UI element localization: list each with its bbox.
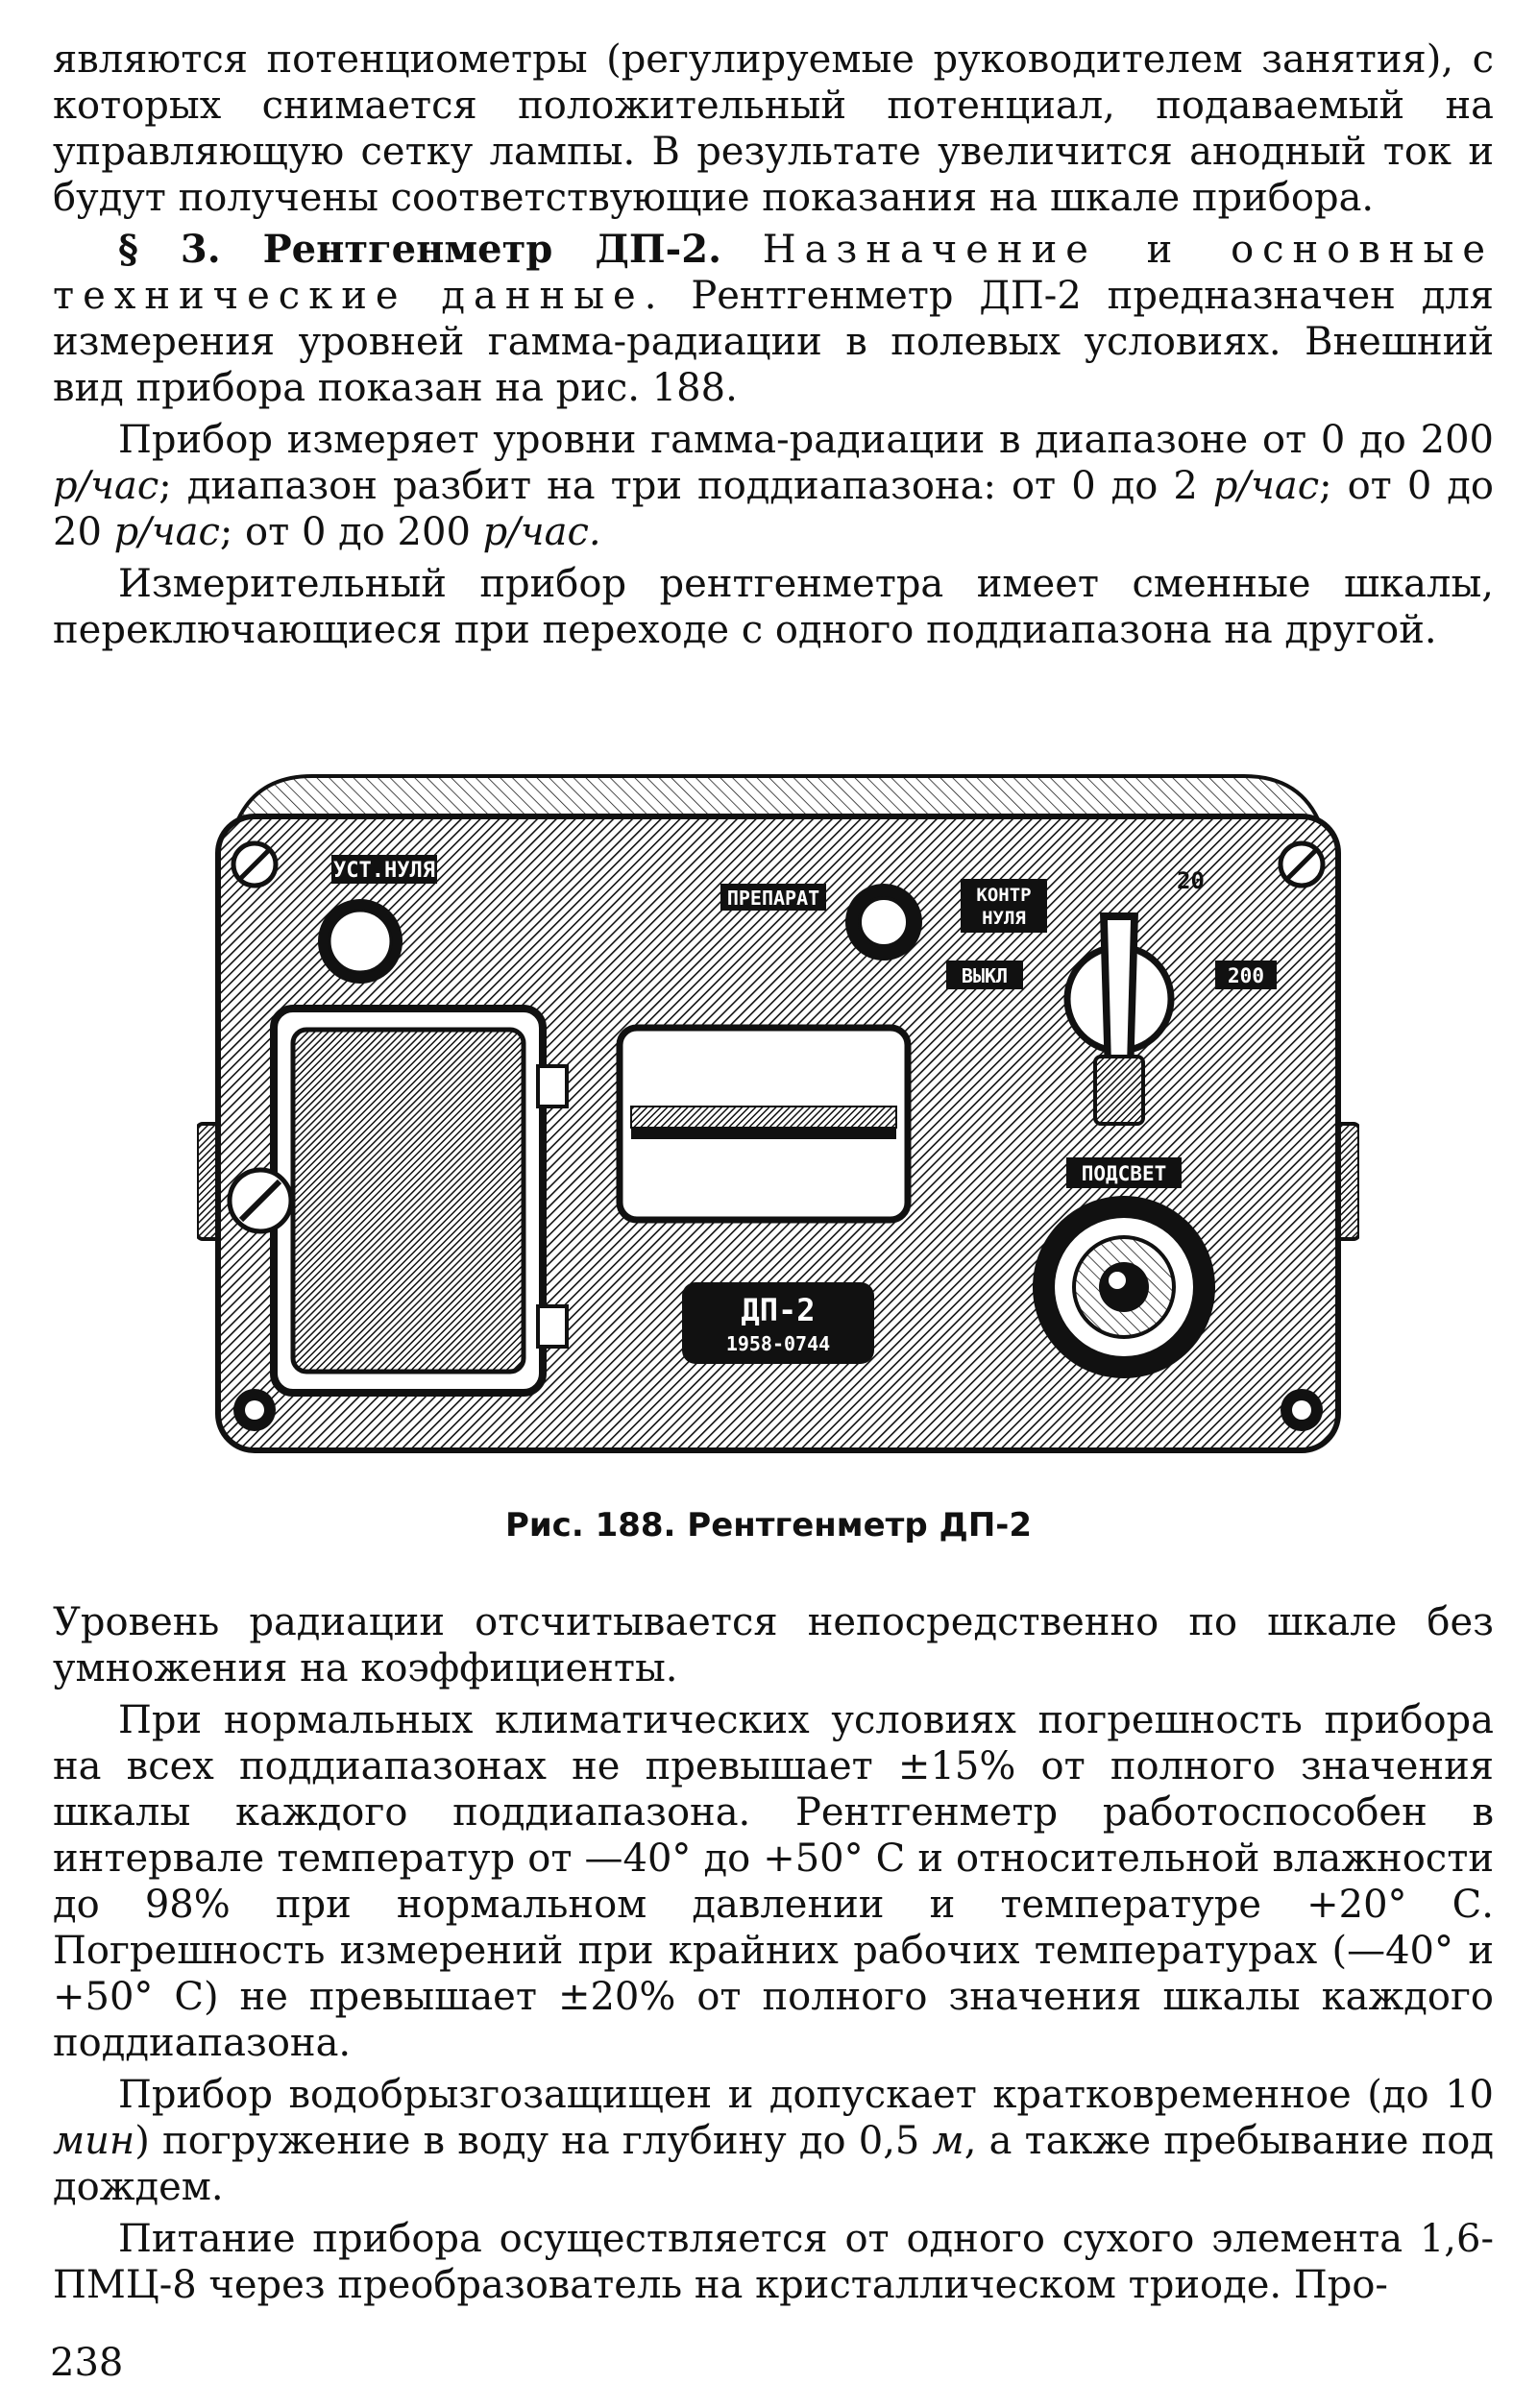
range-text-4: ; от 0 до 200 bbox=[219, 510, 471, 554]
paragraph-error: При нормальных климатических условиях погрешность прибора на всех поддиапазонах не превышает ±15% от полного значения шкалы каждого поддиапазона. Рентгенметр работоспособен в интервале температур от —40° до +50° С и относительной влажности до 98% при нормальном давлении и температуре +20° С. Погрешность измерений при крайних рабочих температурах (—40° и +50° С) не превышает ±20% от полного значения шкалы каждого поддиапазона. bbox=[53, 1698, 1494, 2065]
water-text-2: ) погружение в воду на глубину до 0,5 bbox=[134, 2119, 920, 2163]
page-number: 238 bbox=[50, 2341, 124, 2385]
range-unit-3: р/час bbox=[113, 510, 220, 554]
range-unit-1: р/час bbox=[53, 464, 159, 508]
range-20-label: 20 bbox=[1177, 867, 1205, 894]
paragraph-continuation: являются потенциометры (регулируемые руководителем занятия), с которых снимается положительный потенциал, подаваемый на управляющую сетку лампы. В результате увеличится анодный ток и будут получены соответствующие показания на шкале прибора. bbox=[53, 37, 1494, 220]
paragraph-water bbox=[53, 2072, 1494, 2210]
backlight-label: ПОДСВЕТ bbox=[1081, 1162, 1167, 1185]
lower-text bbox=[53, 1599, 1494, 2308]
section-intro-text: Рентгенметр ДП-2 предназначен для измерения уровней гамма-радиации в полевых условиях. Внешний вид прибора показан на рис. 188. bbox=[53, 274, 1494, 410]
dp2-device-illustration bbox=[197, 768, 1359, 1460]
zero-check-label-2: НУЛЯ bbox=[982, 908, 1026, 929]
range-unit-2: р/час bbox=[1212, 464, 1320, 508]
water-text-3: , а также пребывание под дождем. bbox=[53, 2119, 1495, 2209]
model-label: ДП-2 bbox=[741, 1292, 816, 1328]
range-text-3: ; от 0 до 20 bbox=[53, 464, 1495, 554]
water-unit-min: мин bbox=[53, 2119, 135, 2163]
paragraph-range bbox=[53, 417, 1494, 555]
figure-caption: Рис. 188. Рентгенметр ДП-2 bbox=[504, 1506, 1033, 1545]
zero-set-label: УСТ.НУЛЯ bbox=[333, 859, 435, 883]
water-unit-m: м bbox=[932, 2119, 964, 2163]
off-label: ВЫКЛ bbox=[961, 964, 1009, 987]
serial-label: 1958-0744 bbox=[725, 1332, 831, 1355]
paragraph-scales: Измерительный прибор рентгенметра имеет сменные шкалы, переключающиеся при переходе с одного поддиапазона на другой. bbox=[53, 562, 1494, 652]
paragraph-reading: Уровень радиации отсчитывается непосредственно по шкале без умножения на коэффициенты. bbox=[53, 1600, 1494, 1690]
section-subheading: Назначение и основные технические данные. bbox=[53, 228, 1494, 318]
section-heading: § 3. Рентгенметр ДП-2. bbox=[118, 227, 722, 272]
water-text-1: Прибор водобрызгозащищен и допускает кратковременное (до 10 bbox=[118, 2073, 1494, 2117]
range-text-1: Прибор измеряет уровни гамма-радиации в диапазоне от 0 до 200 bbox=[118, 418, 1494, 462]
section-intro-paragraph bbox=[53, 227, 1494, 411]
paragraph-power: Питание прибора осуществляется от одного сухого элемента 1,6-ПМЦ-8 через преобразователь на кристаллическом триоде. Про- bbox=[53, 2217, 1494, 2307]
range-text-2: ; диапазон разбит на три поддиапазона: от 0 до 2 bbox=[159, 464, 1198, 508]
zero-check-label-1: КОНТР bbox=[976, 885, 1032, 906]
range-200-label: 200 bbox=[1228, 964, 1264, 987]
upper-text bbox=[53, 36, 1494, 653]
range-unit-4: р/час. bbox=[482, 510, 601, 554]
sample-label: ПРЕПАРАТ bbox=[726, 887, 820, 910]
